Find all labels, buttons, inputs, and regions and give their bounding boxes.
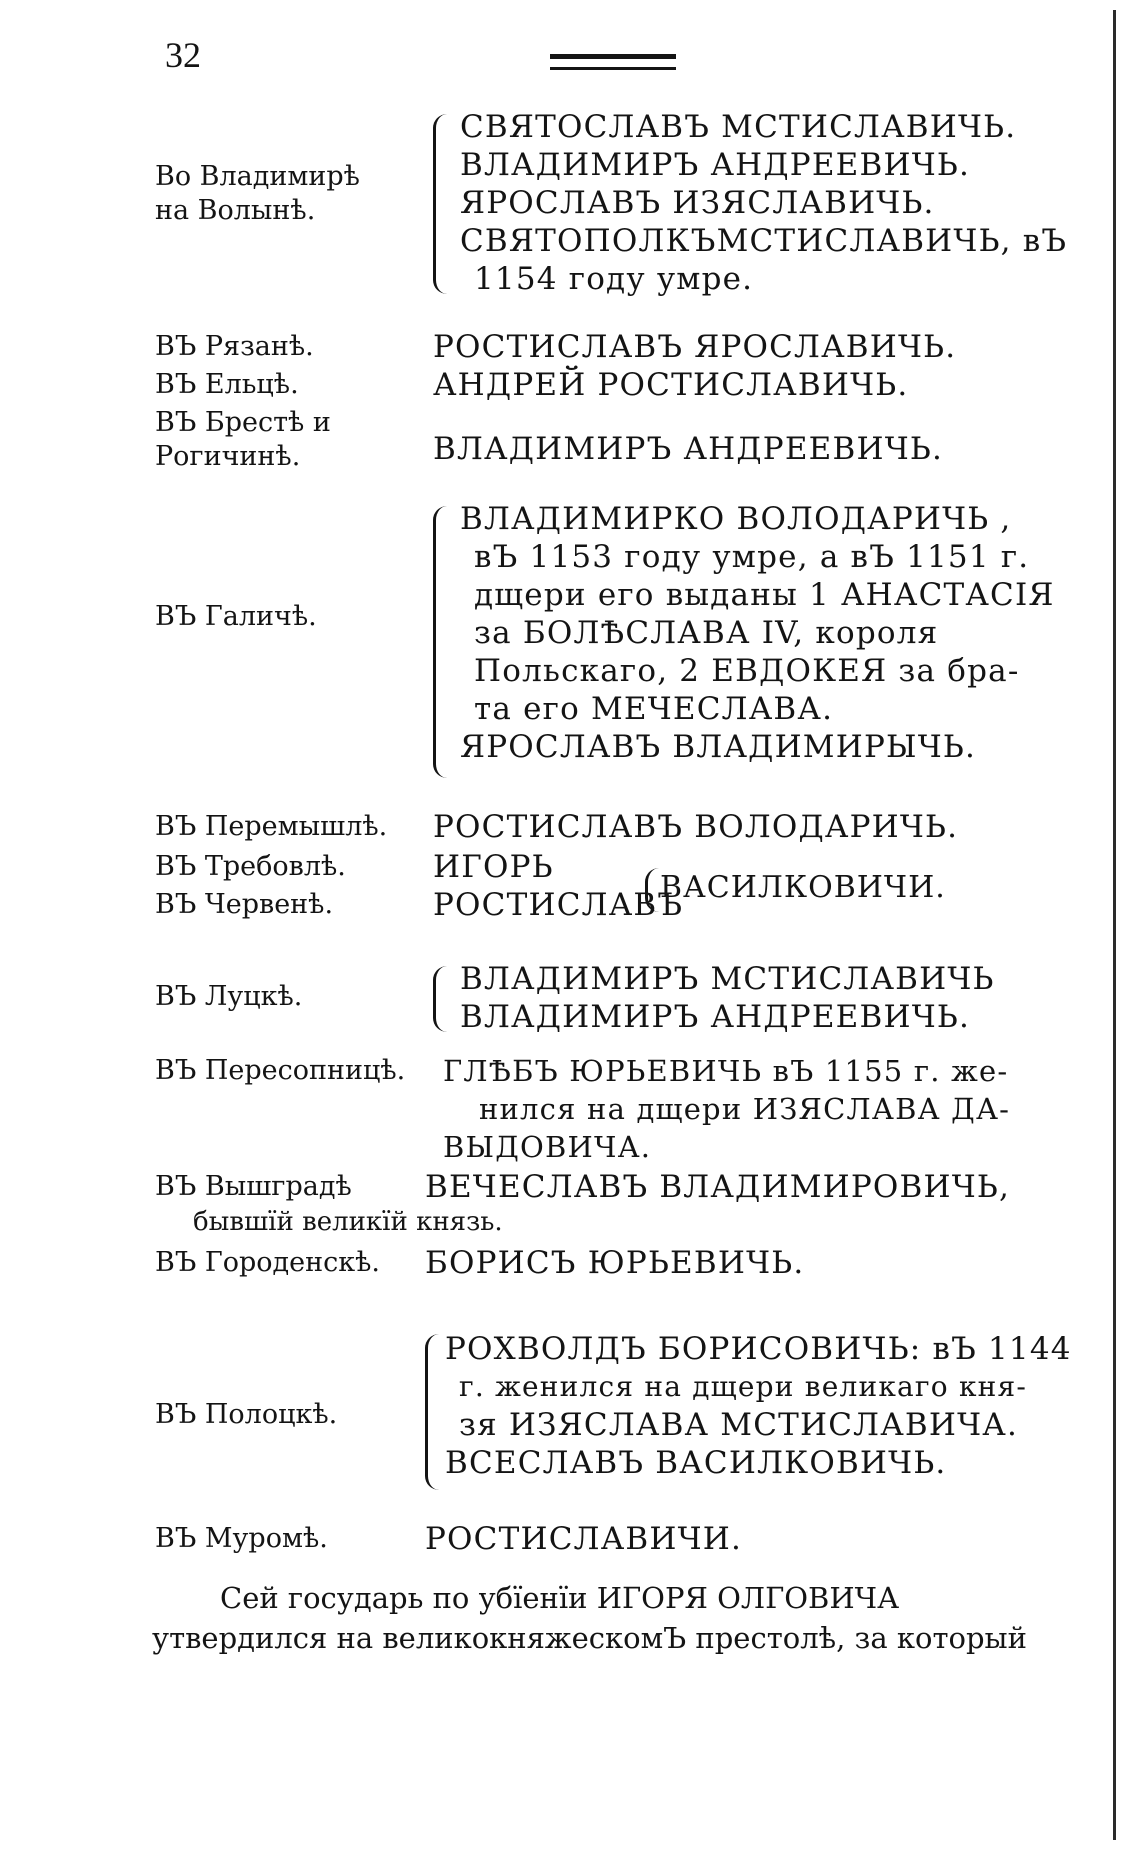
names-list: РОХВОЛДЪ БОРИСОВИЧЬ: вЪ 1144 г. женился на дщери великаго кня- зя ИЗЯСЛАВА МСТИСЛАВИЧА. ВСЕСЛАВЪ ВАСИЛКОВИЧЬ. bbox=[445, 1331, 1072, 1481]
brace bbox=[433, 114, 448, 294]
names-list: ИГОРЬ bbox=[433, 849, 554, 885]
names-list: СВЯТОСЛАВЪ МСТИСЛАВИЧЬ. ВЛАДИМИРЪ АНДРЕЕВИЧЬ. ЯРОСЛАВЪ ИЗЯСЛАВИЧЬ. СВЯТОПОЛКЪМСТИСЛАВИЧЬ, вЪ 1154 году умре. bbox=[460, 109, 1068, 297]
location-label: ВЪ Рязанѣ. bbox=[155, 331, 314, 362]
location-label: ВЪ Полоцкѣ. bbox=[155, 1399, 338, 1430]
names-list: ВЛАДИМИРЪ МСТИСЛАВИЧЬ ВЛАДИМИРЪ АНДРЕЕВИЧЬ. bbox=[460, 961, 995, 1035]
location-label: Во Владимирѣ на Волынѣ. bbox=[155, 161, 360, 226]
shared-patronymic: ВАСИЛКОВИЧИ. bbox=[660, 870, 946, 905]
page-number: 32 bbox=[165, 35, 201, 75]
brace bbox=[645, 868, 660, 912]
location-label: ВЪ Городенскѣ. bbox=[155, 1247, 381, 1278]
brace bbox=[425, 1334, 440, 1490]
location-label: ВЪ Брестѣ и Рогичинѣ. bbox=[155, 407, 331, 472]
location-label: ВЪ Пересопницѣ. bbox=[155, 1055, 406, 1086]
names-list: РОСТИСЛАВИЧИ. bbox=[425, 1521, 743, 1557]
brace bbox=[433, 506, 448, 778]
page-edge-line bbox=[1113, 10, 1116, 1840]
paragraph-line-2: утвердился на великокняжескомЪ престолѣ, за который bbox=[152, 1621, 1027, 1655]
location-label: ВЪ Луцкѣ. bbox=[155, 981, 303, 1012]
location-label: ВЪ Галичѣ. bbox=[155, 601, 317, 632]
brace bbox=[433, 966, 448, 1032]
location-label: ВЪ Требовлѣ. bbox=[155, 851, 346, 882]
names-list: АНДРЕЙ РОСТИСЛАВИЧЬ. bbox=[433, 367, 909, 403]
location-label: ВЪ Ельцѣ. bbox=[155, 369, 299, 400]
names-list: ВЕЧЕСЛАВЪ ВЛАДИМИРОВИЧЬ, bbox=[425, 1169, 1011, 1205]
names-list: РОСТИСЛАВЪ ВОЛОДАРИЧЬ. bbox=[433, 809, 959, 845]
location-label: ВЪ Червенѣ. bbox=[155, 889, 334, 920]
names-list: БОРИСЪ ЮРЬЕВИЧЬ. bbox=[425, 1245, 805, 1281]
paragraph-line-1: Сей государь по убїенїи ИГОРЯ ОЛГОВИЧА bbox=[220, 1581, 900, 1615]
names-list: РОСТИСЛАВЪ ЯРОСЛАВИЧЬ. bbox=[433, 329, 957, 365]
names-list: ГЛѢБЪ ЮРЬЕВИЧЬ вЪ 1155 г. же- нился на дщери ИЗЯСЛАВА ДА- ВЫДОВИЧА. bbox=[443, 1054, 1011, 1164]
location-label: ВЪ Муромѣ. bbox=[155, 1523, 328, 1554]
names-list: РОСТИСЛАВЪ bbox=[433, 887, 684, 923]
location-label: ВЪ Вышградѣ bbox=[155, 1171, 352, 1202]
names-list: ВЛАДИМИРЪ АНДРЕЕВИЧЬ. bbox=[433, 431, 944, 467]
header-ornament bbox=[550, 54, 676, 70]
names-list: ВЛАДИМИРКО ВОЛОДАРИЧЬ , вЪ 1153 году умре, а вЪ 1151 г. дщери его выданы 1 АНАСТАСІЯ за БОЛѢСЛАВА IV, короля Польскаго, 2 ЕВДОКЕЯ за бра- та его МЕЧЕСЛАВА. ЯРОСЛАВЪ ВЛАДИМИРЫЧЬ. bbox=[460, 501, 1055, 765]
title-note: бывшїй великїй князь. bbox=[193, 1207, 503, 1237]
location-label: ВЪ Перемышлѣ. bbox=[155, 811, 388, 842]
